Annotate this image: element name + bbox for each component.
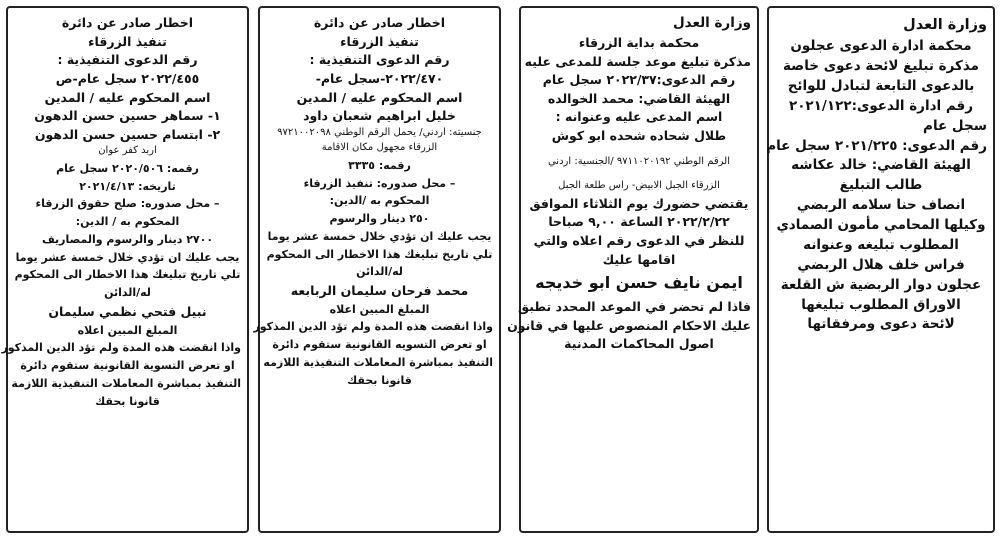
judgment-label: المحكوم به / الدين: — [75, 215, 180, 229]
notice-type: مذكرة تبليغ موعد جلسة للمدعى عليه — [524, 53, 751, 69]
filed-by-label: اقامها عليك — [602, 251, 676, 267]
debtor-address: اربد كفر عوان — [98, 145, 157, 157]
case-number: ٢٠٢٢/٤٧٠-سجل عام- — [315, 70, 444, 86]
amount-reference: المبلغ المبين اعلاه — [329, 302, 430, 316]
defendant-name: طلال شحاده شحده ابو كوش — [551, 128, 727, 143]
plaintiff-name: ايمن نايف حسن ابو خديجه — [535, 273, 743, 293]
defendant-address: الزرقاء الجبل الابيض- راس طلعة الجبل — [558, 180, 720, 192]
documents-value: لائحة دعوى ومرفقاتها — [807, 316, 955, 333]
warning-text-cont: عليك الاحكام المنصوص عليها في قانون — [507, 317, 751, 333]
case-number: رقم الدعوى:٢٠٢٢/٣٧ سجل عام — [542, 72, 736, 88]
consequence-text: واذا انقضت هذه المدة ولم تؤد الدين المذكور — [1, 341, 241, 355]
case-admin-number: رقم ادارة الدعوى:٢٠٢١/١٢٢ — [788, 97, 974, 114]
issuing-court: – محل صدوره: صلح حقوق الزرقاء — [35, 197, 220, 211]
notice-heading: اخطار صادر عن دائرة — [61, 15, 194, 30]
hearing-datetime: ٢٠٢٢/٢/٢٢ الساعة ٩,٠٠ صباحا — [548, 214, 730, 230]
notice-zarqa-execution-455 — [1, 6, 249, 533]
notice-type-cont: بالدعوى التابعة لتبادل للوائح — [787, 77, 975, 94]
payment-deadline: يجب عليك ان تؤدي خلال خمسة عشر يوما — [267, 229, 492, 243]
closing-text: قانونا بحقك — [95, 394, 160, 408]
amount-reference: المبلغ المبين اعلاه — [77, 323, 178, 337]
case-number: رقم الدعوى: ٢٠٢١/٢٢٥ سجل عام — [766, 137, 987, 154]
notice-type: مذكرة تبليغ لائحة دعوى خاصة — [782, 58, 980, 74]
payment-deadline-cont: تلي تاريخ تبليغك هذا الاخطار الى المحكوم — [266, 247, 493, 261]
warning-text: فاذا لم تحضر في الموعد المحدد تطبق — [517, 299, 751, 315]
notice-zarqa-execution-470 — [253, 6, 501, 533]
creditor-label: له/الدائن — [356, 265, 403, 279]
recipient-address: عجلون دوار الربضية ش القلعة — [780, 276, 982, 293]
notice-ajloun-claim — [767, 6, 995, 533]
ministry-heading: وزارة العدل — [672, 15, 751, 31]
defendant-id: الرقم الوطني ٩٧١١٠٢٠١٩٢ /الجنسية: اردني — [547, 155, 731, 167]
law-name: اصول المحاكمات المدنية — [564, 336, 714, 352]
notice-heading: اخطار صادر عن دائرة — [313, 15, 446, 30]
judge-name: الهيئة القاضي: خالد عكاشه — [791, 157, 971, 174]
case-number: ٢٠٢٢/٤٥٥ سجل عام-ص — [55, 70, 200, 86]
judge-name: الهيئة القاضي: محمد الخوالده — [547, 90, 731, 106]
creditor-name: نبيل فتحي نظمي سليمان — [48, 303, 207, 319]
debtor-name-1: ١- سماهر حسين حسن الدهون — [34, 108, 221, 124]
register-label: سجل عام — [923, 117, 987, 134]
judgment-label: المحكوم به /الدين: — [329, 194, 430, 208]
court-name: محكمة ادارة الدعوى عجلون — [790, 38, 972, 55]
judgment-amount: ٢٥٠ دينار والرسوم — [329, 212, 430, 225]
issuing-court: – محل صدوره: تنفيذ الزرقاء — [303, 176, 456, 190]
consequence-text-cont: او تعرض التسويه القانونية ستقوم دائرة — [272, 338, 487, 352]
court-name: محكمة بداية الزرقاء — [578, 34, 700, 50]
consequence-text: واذا انقضت هذه المدة ولم تؤد الدين المذكور — [253, 320, 493, 334]
judgment-number: رقمه: ٣٣٣٥ — [348, 158, 411, 172]
payment-deadline: يجب عليك ان تؤدي خلال خمسة عشر يوما — [15, 250, 240, 264]
department-name: تنفيذ الزرقاء — [88, 33, 167, 49]
case-number-label: رقم الدعوى التنفيذية : — [57, 52, 198, 68]
closing-text: قانونا بحقك — [347, 373, 412, 387]
payment-deadline-cont: تلي تاريخ تبليغك هذا الاخطار الى المحكوم — [14, 268, 241, 282]
debtor-name: خليل ابراهيم شعبان داود — [303, 108, 456, 124]
judgment-date: تاريخه: ٢٠٢١/٤/١٣ — [79, 179, 176, 193]
defendant-label: اسم المدعى عليه وعنوانه : — [555, 109, 723, 125]
debtor-label: اسم المحكوم عليه / المدين — [296, 89, 463, 105]
ministry-heading: وزارة العدل — [903, 17, 987, 33]
debtor-id: جنسيته: اردني/ يحمل الرقم الوطني ٩٧٢١٠٠٢٠٩٨ — [277, 126, 482, 138]
consequence-text-end: التنفيذ بمباشرة المعاملات التنفيذية اللازمه — [263, 355, 493, 369]
case-number-label: رقم الدعوى التنفيذية : — [309, 52, 450, 68]
debtor-address: الزرقاء مجهول مكان الاقامة — [321, 142, 438, 154]
creditor-name: محمد فرحان سليمان الربابعه — [290, 283, 469, 298]
requester-label: طالب التبليغ — [839, 177, 923, 194]
consequence-text-end: التنفيذ بمباشرة المعاملات التنفيذية اللازمة — [11, 376, 241, 390]
creditor-label: له/الدائن — [104, 286, 151, 300]
debtor-name-2: ٢- ابتسام حسين حسن الدهون — [34, 126, 221, 142]
documents-label: الاوراق المطلوب تبليغها — [801, 296, 961, 313]
recipient-name: فراس خلف هلال الربضي — [797, 256, 965, 273]
department-name: تنفيذ الزرقاء — [340, 33, 419, 49]
requester-name: انصاف حنا سلامه الربضي — [796, 197, 966, 214]
consequence-text-cont: او تعرض التسوية القانونية ستقوم دائرة — [20, 359, 235, 372]
case-reference-text: للنظر في الدعوى رقم اعلاه والتي — [533, 232, 745, 248]
judgment-number: رقمه: ٢٠٢٠/٥٠٦ سجل عام — [56, 161, 199, 175]
judgment-amount: ٢٧٠٠ دينار والرسوم والمصاريف — [41, 232, 214, 246]
debtor-label: اسم المحكوم عليه / المدين — [44, 89, 211, 105]
recipient-label: المطلوب تبليغه وعنوانه — [803, 236, 959, 253]
notice-zarqa-hearing — [507, 6, 759, 533]
summons-text: يقتضي حضورك يوم الثلاثاء الموافق — [529, 195, 749, 211]
lawyer-name: وكيلها المحامي مأمون الصمادي — [776, 217, 986, 233]
